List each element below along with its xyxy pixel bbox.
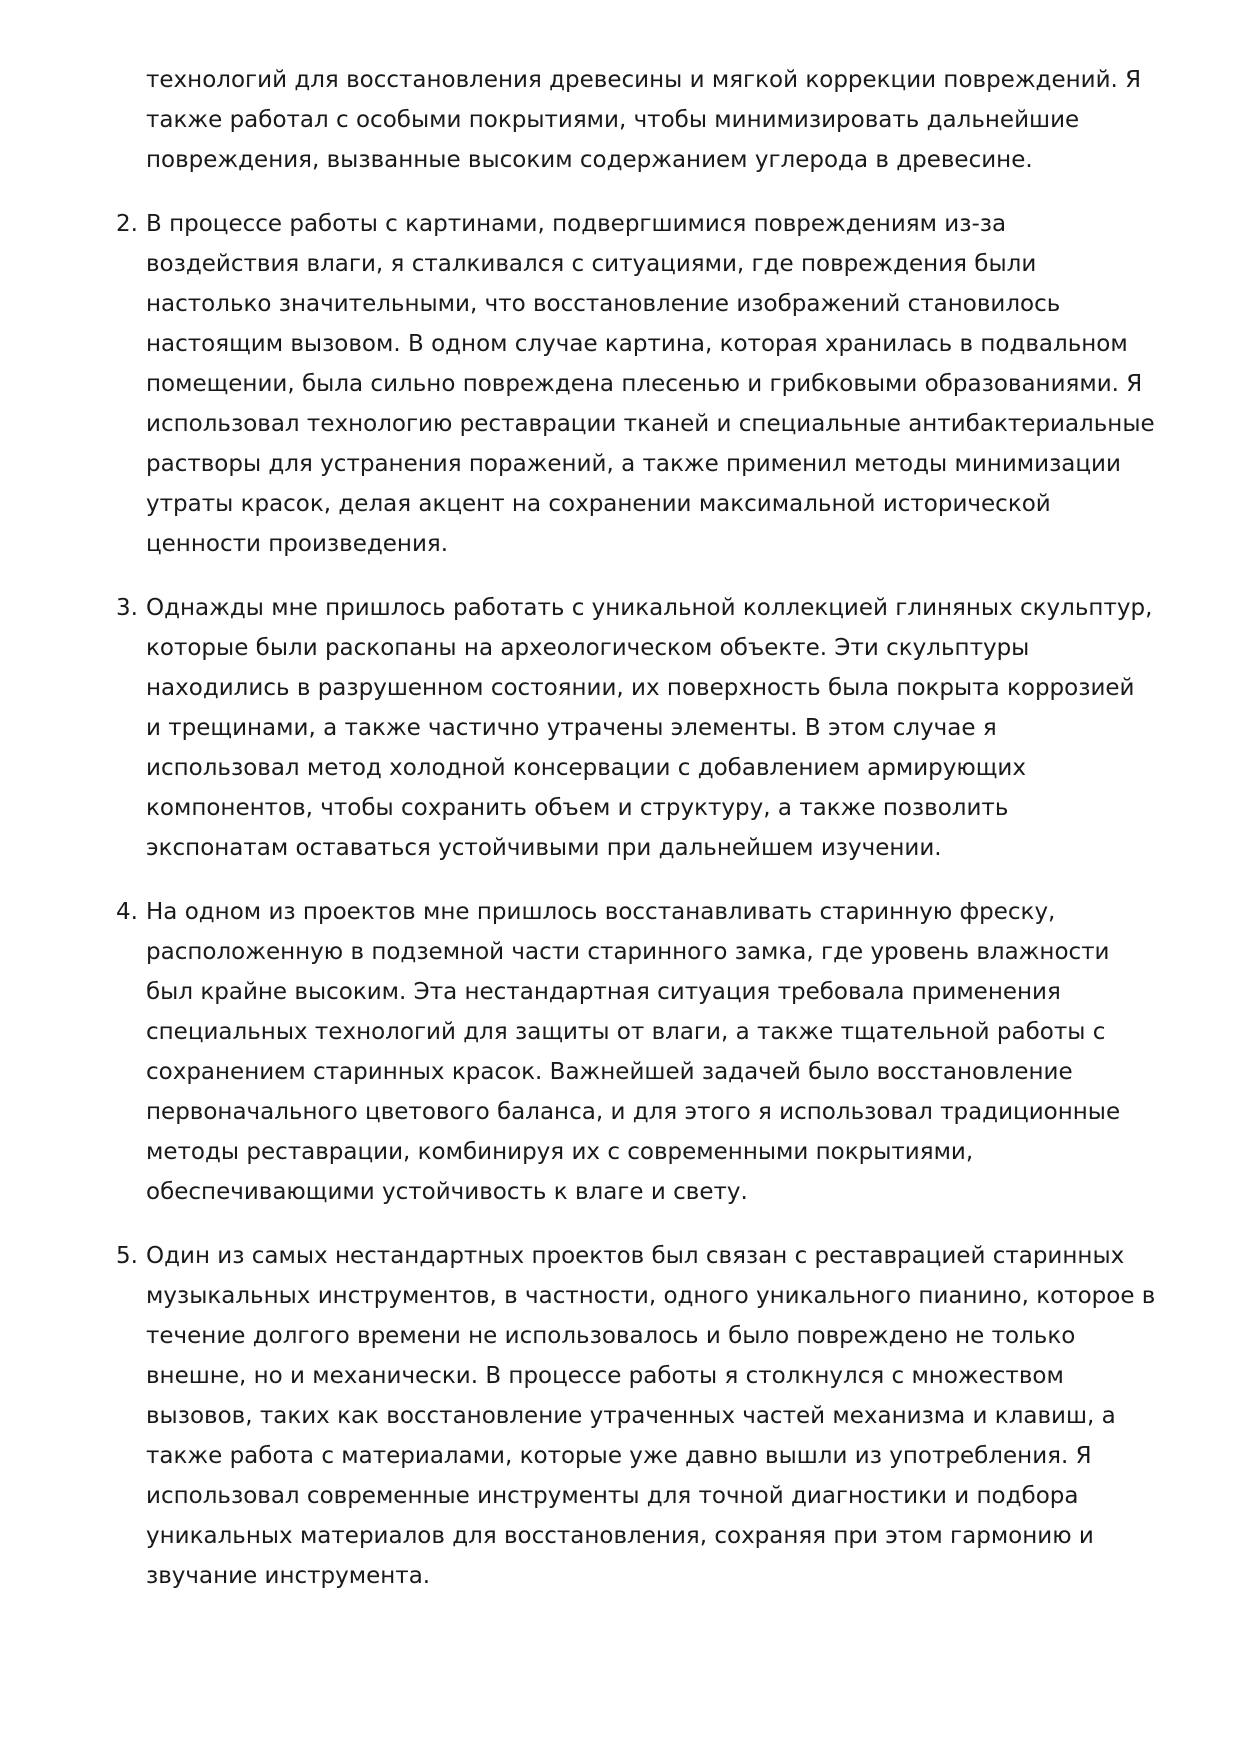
paragraph-text: технологий для восстановления древесины и мягкой коррекции повреждений. Я также работал с особыми покрытиями, чтобы минимизировать дальнейшие повреждения, вызванные высоким содержанием углерода в древесине. bbox=[146, 67, 1142, 173]
list-number: 2. bbox=[116, 211, 138, 237]
list-item-2 bbox=[116, 204, 1156, 564]
list-number: 3. bbox=[116, 595, 138, 621]
document-page bbox=[116, 60, 1156, 1620]
paragraph-text: В процессе работы с картинами, подвергшимися повреждениям из-за воздействия влаги, я сталкивался с ситуациями, где повреждения были настолько значительными, что восстановление изображений становилось настоящим вызовом. В одном случае картина, которая хранилась в подвальном помещении, была сильно повреждена плесенью и грибковыми образованиями. Я использовал технологию реставрации тканей и специальные антибактериальные растворы для устранения поражений, а также применил методы минимизации утраты красок, делая акцент на сохранении максимальной исторической ценности произведения. bbox=[146, 211, 1155, 557]
list-item-3 bbox=[116, 588, 1156, 868]
list-number: 4. bbox=[116, 899, 138, 925]
paragraph-text: Однажды мне пришлось работать с уникальной коллекцией глиняных скульптур, которые были раскопаны на археологическом объекте. Эти скульптуры находились в разрушенном состоянии, их поверхность была покрыта коррозией и трещинами, а также частично утрачены элементы. В этом случае я использовал метод холодной консервации с добавлением армирующих компонентов, чтобы сохранить объем и структуру, а также позволить экспонатам оставаться устойчивыми при дальнейшем изучении. bbox=[146, 595, 1153, 861]
paragraph-continuation bbox=[146, 60, 1156, 180]
list-item-4 bbox=[116, 892, 1156, 1212]
paragraph-text: Один из самых нестандартных проектов был связан с реставрацией старинных музыкальных инструментов, в частности, одного уникального пианино, которое в течение долгого времени не использовалось и было повреждено не только внешне, но и механически. В процессе работы я столкнулся с множеством вызовов, таких как восстановление утраченных частей механизма и клавиш, а также работа с материалами, которые уже давно вышли из употребления. Я использовал современные инструменты для точной диагностики и подбора уникальных материалов для восстановления, сохраняя при этом гармонию и звучание инструмента. bbox=[146, 1243, 1156, 1589]
paragraph-text: На одном из проектов мне пришлось восстанавливать старинную фреску, расположенную в подземной части старинного замка, где уровень влажности был крайне высоким. Эта нестандартная ситуация требовала применения специальных технологий для защиты от влаги, а также тщательной работы с сохранением старинных красок. Важнейшей задачей было восстановление первоначального цветового баланса, и для этого я использовал традиционные методы реставрации, комбинируя их с современными покрытиями, обеспечивающими устойчивость к влаге и свету. bbox=[146, 899, 1121, 1205]
list-item-5 bbox=[116, 1236, 1156, 1596]
list-number: 5. bbox=[116, 1243, 138, 1269]
